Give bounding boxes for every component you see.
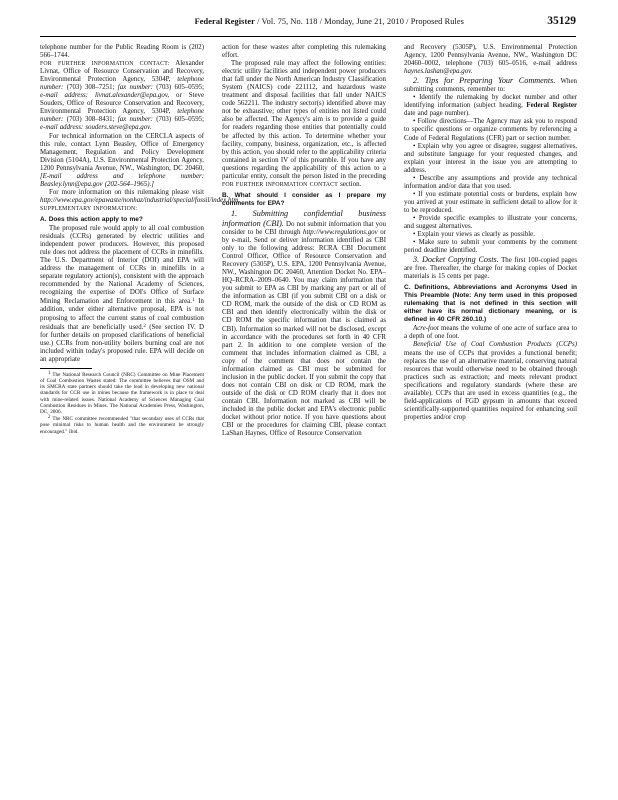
footnote-divider bbox=[40, 368, 92, 369]
email-link[interactable]: livnat.alexander@epa.gov, bbox=[94, 92, 170, 100]
fax-value: (703) 605–0595; bbox=[156, 116, 204, 124]
footnote-ref: 1 bbox=[191, 298, 195, 304]
email-link[interactable]: souders.steve@epa.gov. bbox=[85, 124, 152, 132]
label: fax number: bbox=[117, 116, 153, 124]
phone-value: (703) 308–8431; bbox=[66, 116, 115, 124]
list-item bbox=[404, 118, 577, 142]
definition bbox=[404, 325, 577, 341]
label: e-mail address bbox=[533, 60, 578, 68]
text: Do not submit information that you consider to be CBI through bbox=[222, 220, 386, 236]
issue-info: / Vol. 75, No. 118 / Monday, June 21, 2010 / Proposed Rules bbox=[257, 17, 464, 26]
defined-term: Acre-foot bbox=[413, 325, 439, 333]
bullet-icon: • bbox=[413, 239, 416, 247]
footnote-number: 1 bbox=[48, 370, 51, 376]
list-item bbox=[404, 215, 577, 231]
list-item bbox=[404, 239, 577, 255]
web-link[interactable]: http://www.regulations.gov bbox=[303, 228, 378, 236]
text: The NRC committee recommended "that secondary uses of CCRs that pose minimal risks to human health and the environment be strongly encouraged." Ibid. bbox=[40, 416, 204, 435]
section-reference: FOR FURTHER INFORMATION CONTACT bbox=[222, 181, 338, 188]
journal-name: Federal Register bbox=[194, 17, 255, 26]
web-link[interactable]: http://www.epa.gov/epawaste/nonhaz/industrial/special/fossil/index.htm. bbox=[40, 196, 241, 204]
label: telephone number: bbox=[40, 108, 204, 124]
fax-value: (703) 605–0595; bbox=[156, 84, 204, 92]
label: telephone bbox=[445, 60, 473, 68]
subheading: 3. Docket Copying Costs. bbox=[413, 255, 499, 265]
paragraph: action for these wastes after completing this rulemaking effort. bbox=[222, 44, 386, 60]
text: In addition, under either alternative proposal, EPA is not proposing to affect the current status of coal combustion residuals that are beneficially used. bbox=[40, 298, 204, 331]
text: Explain your views as clearly as possible. bbox=[417, 231, 535, 239]
label: e-mail address: bbox=[40, 92, 89, 100]
text: means the use of CCPs that provides a functional benefit; replaces the use of an alternative material, conserving natural resources that would otherwise need to be obtained through practices such as extraction; and meets relevant product specifications and regulatory standards (where these are available). CCPs that are used in excess quantities (e.g., the field-applications of FGD gypsum in amounts that exceed scientifically-supported quantities required for enhancing soil properties and/or crop bbox=[404, 349, 577, 421]
footnote bbox=[40, 415, 204, 435]
paragraph bbox=[40, 188, 241, 205]
text: means the volume of one acre of surface area to a depth of one foot. bbox=[404, 325, 578, 341]
paragraph bbox=[222, 209, 386, 438]
page-header bbox=[40, 14, 576, 37]
bullet-icon: • bbox=[413, 142, 416, 150]
list-item bbox=[404, 231, 577, 239]
paragraph bbox=[222, 60, 386, 189]
footnote bbox=[40, 371, 204, 415]
paragraph bbox=[40, 133, 204, 189]
text: Describe any assumptions and provide any technical information and/or data that you used. bbox=[404, 174, 578, 190]
bullet-icon: • bbox=[413, 231, 416, 239]
list-item bbox=[404, 175, 577, 191]
paragraph bbox=[404, 76, 577, 94]
bullet-icon: • bbox=[413, 190, 416, 198]
text: section. bbox=[340, 180, 362, 188]
column-1 bbox=[40, 44, 241, 435]
section-heading: A. Does this action apply to me? bbox=[40, 215, 143, 223]
subheading: 1. Submitting confidential business information (CBI). bbox=[222, 208, 386, 228]
bullet-icon: • bbox=[413, 214, 416, 222]
text: Follow directions—The Agency may ask you to respond to specific questions or organize comments by referencing a Code of Federal Regulations (CFR) part or section number. bbox=[404, 118, 577, 142]
text: For technical information on the CERCLA aspects of this rule, contact Lynn Beasley, Office of Emergency Management, Regulation and Policy Development Division (5104A), U.S. Environmental Protection Agency, 1200 Pennsylvania Avenue, NW., Washington, DC 20460, bbox=[40, 132, 204, 172]
paragraph bbox=[40, 225, 204, 364]
list-item bbox=[404, 191, 577, 215]
paragraph bbox=[404, 255, 577, 281]
label: e-mail address: bbox=[40, 124, 84, 132]
text: The proposed rule may affect the following entities: electric utility facilities and independent power producers that fall under the North American Industry Classification System (NAICS) code 221112, and hazardous waste treatment and disposal facilities that fall under NAICS code 562211. The industry sector(s) identified above may not be exhaustive; other types of entities not listed could also be affected. The Agency's aim is to provide a guide for readers regarding those entities that potentially could be affected by this action. To determine whether your facility, company, business, organization, etc., is affected by this action, you should refer to the applicability criteria contained in section IV of this preamble. If you have any questions regarding the applicability of this action to a particular entity, consult the person listed in the preceding bbox=[222, 60, 386, 180]
phone-value: (703) 308–7251; bbox=[66, 84, 115, 92]
section-heading: B. What should I consider as I prepare my comments for EPA? bbox=[222, 191, 386, 207]
bullet-icon: • bbox=[413, 174, 416, 182]
list-item bbox=[404, 94, 577, 118]
text: When submitting comments, remember to: bbox=[404, 78, 577, 94]
contact-paragraph bbox=[40, 60, 204, 132]
text: The proposed rule would apply to all coal combustion residuals (CCRs) generated by electric utilities and independent power producers. However, this proposed rule does not address the placement of CCRs in minefills. The U.S. Department of Interior (DOI) and EPA will address the management of CCRs in minefills in a separate regulatory action(s), consistent with the approach recommended by the National Academy of Sciences, recognizing the expertise of DOI's Office of Surface Mining Reclamation and Enforcement in this area. bbox=[40, 224, 204, 306]
section-heading: C. Definitions, Abbreviations and Acronyms Used in This Preamble (Note: Any term used in this proposed rulemaking that is not defined in this section will either have its normal dictionary meaning, or is defined in 40 CFR 260.10.) bbox=[404, 284, 577, 324]
subheading: 2. Tips for Preparing Your Comments. bbox=[413, 76, 556, 86]
text: or Steve Souders, Office of Resource Conservation and Recovery, Environmental Protection Agency, 5304P, bbox=[40, 92, 205, 116]
text: For more information on this rulemaking please visit bbox=[49, 188, 204, 196]
text: The National Research Council (NRC) Committee on Mine Placement of Coal Combustion Wastes stated: The committee believes that OSM and its SMCRA state partners should take the lead in developing new national standards for CCR use in mines because the framework is in place to deal with mine-related issues. National Academy of Sciences Managing Coal Combustion Residues in Mines. The National Academies Press, Washington, DC, 2006. bbox=[40, 371, 205, 415]
text: If you estimate potential costs or burdens, explain how you arrived at your estimate in sufficient detail to allow for it to be reproduced. bbox=[404, 190, 578, 214]
text: Make sure to submit your comments by the comment period deadline identified. bbox=[404, 239, 577, 255]
text: Explain why you agree or disagree, suggest alternatives, and substitute language for your requested changes, and explain your interest in the issue you are attempting to address. bbox=[404, 142, 578, 174]
text: Alexander Livnat, Office of Resource Conservation and Recovery, Environmental Protection Agency, 5304P, bbox=[40, 60, 204, 84]
text: or by e-mail. Send or deliver information identified as CBI only to the following address: RCRA CBI Document Control Officer, Office of Resource Conservation and Recovery (5305P), U.S. EPA, 1200 Pennsylvania Avenue, NW., Washington DC 20460, Attention Docket No. EPA–HQ–RCRA–2009–0640. You may claim information that you submit to EPA as CBI by marking any part or all of the information as CBI (if you submit CBI on a disk or CD ROM, mark the outside of the disk or CD ROM as CBI and then identify electronically within the disk or CD ROM the specific information that is claimed as CBI). Information so marked will not be disclosed, except in accordance with the procedures set forth in 40 CFR part 2. In addition to one complete version of the comment that includes information claimed as CBI, a copy of the comment that does not contain the information claimed as CBI must be submitted for inclusion in the public docket. If you submit the copy that does not contain CBI on disk or CD ROM, mark the outside of the disk or CD ROM clearly that it does not contain CBI. Information not marked as CBI will be included in the public docket and EPA's electronic public docket without prior notice. If you have questions about CBI or the procedures for claiming CBI, please contact LaShan Haynes, Office of Resource Conservation bbox=[222, 228, 386, 438]
text: [E-mail address and telephone number: Beasley.lynn@epa.gov (202-564–1965).] bbox=[40, 172, 204, 188]
text: and Recovery (5305P), U.S. Environmental Protection Agency, 1200 Pennsylvania Avenue, NW., Washington DC 20460–0002, bbox=[404, 44, 577, 68]
text: date and page number). bbox=[404, 110, 470, 118]
label: telephone number: bbox=[40, 76, 204, 92]
text: Identify the rulemaking by docket number and other identifying information (subject heading, bbox=[404, 94, 578, 110]
paragraph: telephone number for the Public Reading Room is (202) 566–1744. bbox=[40, 44, 204, 60]
text: Federal Register bbox=[526, 102, 577, 110]
header-citation bbox=[195, 17, 464, 26]
column-2 bbox=[222, 44, 386, 438]
defined-term: Beneficial Use of Coal Combustion Products (CCPs) bbox=[413, 341, 577, 349]
column-3 bbox=[404, 44, 577, 422]
label: fax number: bbox=[117, 84, 153, 92]
supplementary-label-line bbox=[40, 205, 204, 213]
page-number: 35129 bbox=[547, 15, 576, 27]
section-label: SUPPLEMENTARY INFORMATION: bbox=[40, 205, 138, 212]
definition bbox=[404, 341, 577, 421]
text: Provide specific examples to illustrate your concerns, and suggest alternatives. bbox=[404, 214, 577, 231]
list-item bbox=[404, 143, 577, 175]
text: The first 100-copied pages are free. Thereafter, the charge for making copies of Docket materials is 15 cents per page. bbox=[404, 257, 577, 281]
phone-value: (703) 605–0516, bbox=[478, 60, 528, 68]
paragraph bbox=[404, 44, 577, 76]
bullet-icon: • bbox=[413, 118, 416, 126]
section-label: FOR FURTHER INFORMATION CONTACT: bbox=[40, 61, 170, 68]
email-link[interactable]: haynes.lashan@epa.gov. bbox=[404, 68, 473, 76]
footnote-number: 2 bbox=[48, 415, 51, 421]
text: (See section IV. D for further details on proposed clarifications of beneficial use.) CCRs from non-utility boilers burning coal are not included within today's proposed rule. EPA will decide on an appropriate bbox=[40, 323, 205, 363]
bullet-icon: • bbox=[413, 94, 416, 102]
footnote-ref: 2 bbox=[143, 323, 146, 329]
